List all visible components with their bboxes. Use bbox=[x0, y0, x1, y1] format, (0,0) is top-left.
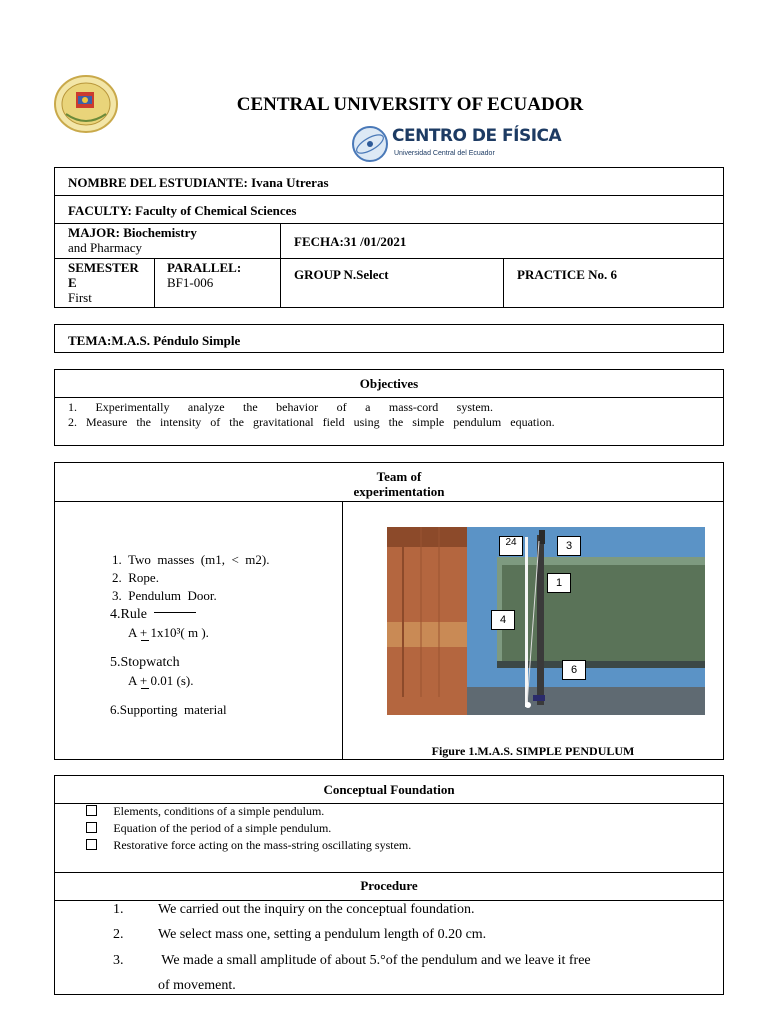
faculty-value: Faculty of Chemical Sciences bbox=[135, 203, 297, 218]
parallel-value: BF1-006 bbox=[167, 275, 214, 290]
semester-label-1: SEMESTER bbox=[68, 260, 139, 275]
semester-value: First bbox=[68, 290, 92, 305]
practice-cell: PRACTICE No. 6 bbox=[517, 267, 618, 282]
objectives-title: Objectives bbox=[359, 376, 419, 391]
date-cell bbox=[294, 234, 406, 249]
procedure-step-num: 3. bbox=[113, 953, 124, 968]
team-item-5: 5.Stopwatch bbox=[110, 655, 180, 670]
team-item-3: 3. Pendulum Door. bbox=[112, 588, 217, 603]
conceptual-item-text: Equation of the period of a simple pendulum. bbox=[101, 821, 322, 835]
team-title bbox=[54, 469, 744, 499]
pendulum-figure bbox=[387, 527, 705, 715]
tema-text: TEMA:M.A.S. Péndulo Simple bbox=[68, 333, 241, 348]
student-name-label: NOMBRE DEL ESTUDIANTE: bbox=[68, 175, 248, 190]
objective-item: 1. Experimentally analyze the behavior of a mass-cord system. bbox=[68, 400, 493, 414]
major-cell bbox=[68, 225, 278, 255]
figure-label-6: 6 bbox=[562, 660, 586, 680]
conceptual-item-text: Restorative force acting on the mass-string oscillating system. bbox=[101, 838, 402, 852]
conceptual-item bbox=[86, 804, 324, 818]
conceptual-item bbox=[86, 838, 411, 852]
group-cell: GROUP N.Select bbox=[294, 267, 389, 282]
centro-fisica-logo bbox=[350, 124, 562, 164]
team-item-1: 1. Two masses (m1, < m2). bbox=[112, 552, 270, 567]
procedure-step-num: 2. bbox=[113, 927, 124, 942]
figure-caption: Figure 1.M.A.S. SIMPLE PENDULUM bbox=[431, 744, 635, 758]
procedure-step-continuation: of movement. bbox=[158, 978, 236, 993]
procedure-step-text: We made a small amplitude of about 5.°of the pendulum and we leave it free bbox=[158, 953, 591, 968]
figure-label-3: 3 bbox=[557, 536, 581, 556]
date-label: FECHA: bbox=[294, 234, 344, 249]
bullet-icon bbox=[86, 805, 97, 816]
bullet-icon bbox=[86, 822, 97, 833]
parallel-cell bbox=[167, 260, 277, 290]
faculty-row bbox=[68, 203, 296, 218]
university-seal bbox=[52, 70, 124, 134]
team-item-4: 4.Rule bbox=[110, 607, 147, 622]
date-value: 31 /01/2021 bbox=[343, 234, 407, 249]
major-value-1: Biochemistry bbox=[123, 225, 197, 240]
figure-label-4: 4 bbox=[491, 610, 515, 630]
conceptual-item-text: Elements, conditions of a simple pendulum. bbox=[101, 804, 315, 818]
student-name-row bbox=[68, 175, 329, 190]
team-item-4-accuracy: A + 1x10³( m ). bbox=[128, 625, 209, 640]
semester-cell bbox=[68, 260, 152, 305]
major-value-2: and Pharmacy bbox=[68, 240, 143, 255]
conceptual-item bbox=[86, 821, 331, 835]
figure-label-1: 1 bbox=[547, 573, 571, 593]
parallel-label: PARALLEL: bbox=[167, 260, 242, 275]
faculty-label: FACULTY: bbox=[68, 203, 132, 218]
procedure-step-text: We carried out the inquiry on the conceptual foundation. bbox=[158, 902, 475, 917]
rule-underline bbox=[154, 612, 196, 613]
major-label: MAJOR: bbox=[68, 225, 120, 240]
procedure-step-text: We select mass one, setting a pendulum length of 0.20 cm. bbox=[158, 927, 487, 942]
logo-text: CENTRO DE FÍSICA bbox=[392, 126, 562, 146]
figure-label-2: 2 bbox=[505, 537, 511, 548]
objective-item: 2. Measure the intensity of the gravitational field using the simple pendulum equation. bbox=[68, 415, 555, 429]
procedure-step-num: 1. bbox=[113, 902, 124, 917]
student-name-value: Ivana Utreras bbox=[251, 175, 329, 190]
figure-label-4a: 4 bbox=[511, 537, 517, 548]
team-item-5-accuracy: A + 0.01 (s). bbox=[128, 673, 194, 688]
team-title-line-1: Team of bbox=[376, 469, 422, 484]
team-item-2: 2. Rope. bbox=[112, 570, 159, 585]
conceptual-title: Conceptual Foundation bbox=[323, 782, 455, 797]
semester-label-2: E bbox=[68, 275, 77, 290]
figure-label-2-4 bbox=[499, 536, 523, 556]
plus-minus-bar bbox=[141, 640, 149, 641]
procedure-title: Procedure bbox=[360, 878, 418, 893]
team-item-6: 6.Supporting material bbox=[110, 702, 227, 717]
logo-subtext: Universidad Central del Ecuador bbox=[394, 150, 495, 157]
plus-minus-bar bbox=[141, 688, 149, 689]
team-title-line-2: experimentation bbox=[353, 484, 445, 499]
bullet-icon bbox=[86, 839, 97, 850]
university-title: CENTRAL UNIVERSITY OF ECUADOR bbox=[236, 94, 584, 115]
